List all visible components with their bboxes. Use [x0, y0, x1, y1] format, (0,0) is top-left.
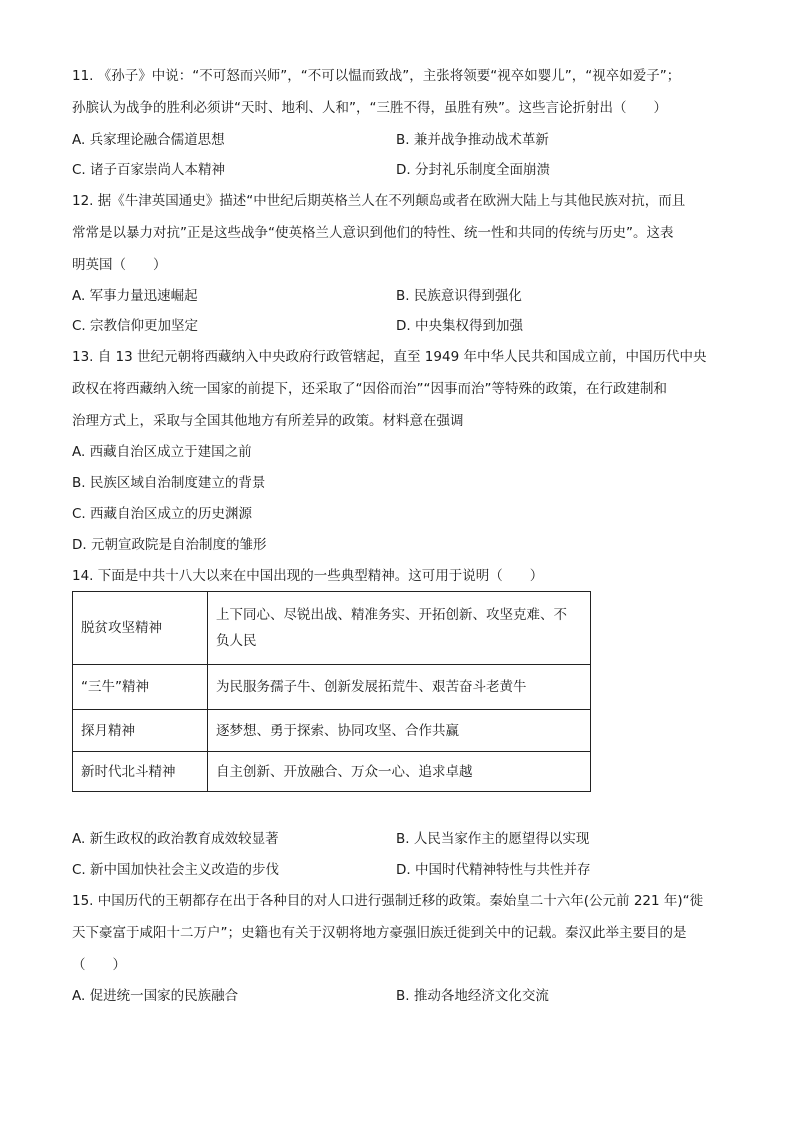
q15-stem-line2: 天下豪富于咸阳十二万户”；史籍也有关于汉朝将地方豪强旧族迁徙到关中的记载。秦汉此举主要目的是 — [72, 925, 687, 941]
table-row — [73, 752, 591, 792]
q12-stem-line3: 明英国（ ） — [72, 257, 167, 273]
table-cell-desc — [208, 592, 591, 665]
q14-option-a: A. 新生政权的政治教育成效较显著 — [72, 831, 279, 847]
table-cell-desc: 为民服务孺子牛、创新发展拓荒牛、艰苦奋斗老黄牛 — [208, 665, 591, 710]
q13-stem-line2: 政权在将西藏纳入统一国家的前提下，还采取了“因俗而治”“因事而治”等特殊的政策，在行政建制和 — [72, 381, 667, 397]
q13-option-a: A. 西藏自治区成立于建国之前 — [72, 444, 252, 460]
table-cell-desc-line1: 上下同心、尽锐出战、精准务实、开拓创新、攻坚克难、不 — [216, 607, 567, 623]
q12-option-b: B. 民族意识得到强化 — [396, 288, 522, 304]
table-cell-desc: 逐梦想、勇于探索、协同攻坚、合作共赢 — [208, 710, 591, 752]
q14-option-d: D. 中国时代精神特性与共性并存 — [396, 862, 591, 878]
q13-stem-line3: 治理方式上，采取与全国其他地方有所差异的政策。材料意在强调 — [72, 413, 464, 429]
table-row — [73, 665, 591, 710]
table-cell-name: 探月精神 — [73, 710, 208, 752]
q13-option-c: C. 西藏自治区成立的历史渊源 — [72, 506, 253, 522]
q11-option-c: C. 诸子百家崇尚人本精神 — [72, 162, 226, 178]
q11-stem-line1: 11. 《孙子》中说：“不可怒而兴师”，“不可以愠而致战”，主张将领要“视卒如婴儿”，“视卒如爱子”； — [72, 68, 681, 84]
q12-option-c: C. 宗教信仰更加坚定 — [72, 318, 199, 334]
q11-option-b: B. 兼并战争推动战术革新 — [396, 132, 549, 148]
q14-option-b: B. 人民当家作主的愿望得以实现 — [396, 831, 590, 847]
table-cell-desc-line2: 负人民 — [216, 633, 257, 649]
q12-option-a: A. 军事力量迅速崛起 — [72, 288, 198, 304]
q15-option-a: A. 促进统一国家的民族融合 — [72, 988, 239, 1004]
q15-stem-line3: （ ） — [72, 957, 126, 973]
q11-option-a: A. 兵家理论融合儒道思想 — [72, 132, 225, 148]
table-cell-desc: 自主创新、开放融合、万众一心、追求卓越 — [208, 752, 591, 792]
q12-option-d: D. 中央集权得到加强 — [396, 318, 523, 334]
spirit-table — [72, 591, 591, 792]
q14-stem: 14. 下面是中共十八大以来在中国出现的一些典型精神。这可用于说明（ ） — [72, 568, 544, 584]
table-cell-name: “三牛”精神 — [73, 665, 208, 710]
q11-option-d: D. 分封礼乐制度全面崩溃 — [396, 162, 550, 178]
table-row — [73, 710, 591, 752]
q14-option-c: C. 新中国加快社会主义改造的步伐 — [72, 862, 280, 878]
q13-option-d: D. 元朝宣政院是自治制度的雏形 — [72, 537, 267, 553]
q15-stem-line1: 15. 中国历代的王朝都存在出于各种目的对人口进行强制迁移的政策。秦始皇二十六年(公元前 221 年)“徙 — [72, 893, 704, 909]
q12-stem-line2: 常常是以暴力对抗”正是这些战争“使英格兰人意识到他们的特性、统一性和共同的传统与历史”。这表 — [72, 225, 674, 241]
q12-stem-line1: 12. 据《牛津英国通史》描述“中世纪后期英格兰人在不列颠岛或者在欧洲大陆上与其他民族对抗，而且 — [72, 193, 686, 209]
table-row — [73, 592, 591, 665]
table-cell-name: 新时代北斗精神 — [73, 752, 208, 792]
table-cell-name: 脱贫攻坚精神 — [73, 592, 208, 665]
q13-stem-line1: 13. 自 13 世纪元朝将西藏纳入中央政府行政管辖起，直至 1949 年中华人民共和国成立前，中国历代中央 — [72, 349, 707, 365]
q11-stem-line2: 孙膑认为战争的胜利必须讲“天时、地利、人和”，“三胜不得，虽胜有殃”。这些言论折射出（ ） — [72, 100, 667, 116]
q13-option-b: B. 民族区域自治制度建立的背景 — [72, 475, 266, 491]
q15-option-b: B. 推动各地经济文化交流 — [396, 988, 549, 1004]
